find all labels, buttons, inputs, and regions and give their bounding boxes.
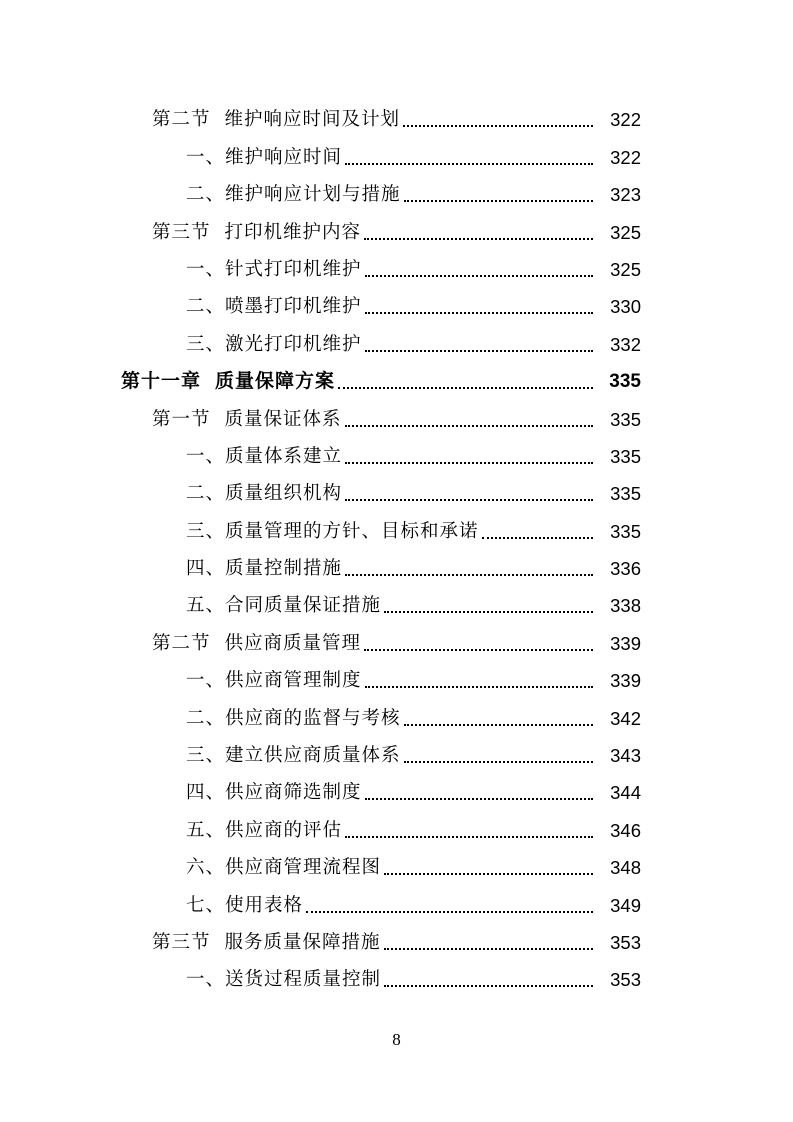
- toc-entry-label: 二、: [186, 483, 226, 505]
- toc-entry-label: 一、: [186, 258, 226, 280]
- toc-entry-section[interactable]: [0, 213, 793, 250]
- toc-entry-text: 喷墨打印机维护: [225, 296, 362, 318]
- dot-leader: [345, 462, 593, 464]
- toc-entry-title: [152, 405, 342, 431]
- toc-entry-page: 348: [610, 857, 641, 879]
- toc-entry-item[interactable]: [0, 475, 793, 512]
- toc-entry-title: [186, 517, 479, 543]
- toc-entry-text: 打印机维护内容: [224, 221, 362, 243]
- toc-entry-label: 第一节: [152, 408, 211, 430]
- toc-entry-text: 维护响应时间及计划: [224, 109, 401, 131]
- dot-leader: [365, 686, 593, 688]
- toc-entry-text: 送货过程质量控制: [225, 969, 382, 991]
- dot-leader: [365, 312, 593, 314]
- toc-entry-title: [186, 330, 362, 356]
- toc-entry-page: 339: [610, 670, 641, 692]
- toc-entry-section[interactable]: [0, 924, 793, 961]
- toc-entry-label: 七、: [186, 894, 226, 916]
- toc-entry-title: [186, 853, 381, 879]
- toc-entry-page: 330: [610, 296, 641, 318]
- toc-entry-label: 第三节: [152, 931, 211, 953]
- toc-entry-label: 四、: [186, 558, 226, 580]
- toc-entry-page: 332: [610, 333, 641, 355]
- toc-entry-text: 使用表格: [225, 894, 304, 916]
- toc-entry-title: [186, 591, 381, 617]
- dot-leader: [306, 911, 593, 913]
- toc-entry-page: 344: [610, 782, 641, 804]
- toc-entry-text: 合同质量保证措施: [225, 595, 382, 617]
- dot-leader: [364, 649, 593, 651]
- toc-entry-item[interactable]: [0, 138, 793, 175]
- toc-entry-item[interactable]: [0, 288, 793, 325]
- toc-entry-label: 第三节: [152, 221, 211, 243]
- toc-entry-item[interactable]: [0, 325, 793, 362]
- toc-entry-chapter[interactable]: [0, 363, 793, 400]
- dot-leader: [384, 611, 593, 613]
- toc-entry-page: 335: [610, 483, 641, 505]
- toc-entry-label: 四、: [186, 782, 226, 804]
- toc-entry-text: 供应商管理制度: [225, 670, 362, 692]
- toc-entry-text: 供应商筛选制度: [225, 782, 362, 804]
- toc-entry-text: 质量组织机构: [225, 483, 343, 505]
- toc-entry-label: 第十一章: [121, 370, 202, 393]
- toc-entry-title: [186, 741, 401, 767]
- toc-entry-title: [152, 105, 400, 131]
- toc-entry-item[interactable]: [0, 438, 793, 475]
- toc-entry-text: 供应商管理流程图: [225, 857, 382, 879]
- toc-entry-item[interactable]: [0, 737, 793, 774]
- toc-entry-title: [186, 704, 401, 730]
- dot-leader: [338, 387, 593, 389]
- toc-entry-page: 338: [610, 595, 641, 617]
- dot-leader: [365, 798, 593, 800]
- dot-leader: [345, 425, 593, 427]
- toc-entry-item[interactable]: [0, 550, 793, 587]
- toc-entry-text: 质量体系建立: [225, 445, 343, 467]
- toc-entry-section[interactable]: [0, 400, 793, 437]
- dot-leader: [404, 761, 593, 763]
- dot-leader: [384, 948, 593, 950]
- toc-entry-text: 维护响应计划与措施: [225, 184, 401, 206]
- toc-entry-section[interactable]: [0, 101, 793, 138]
- toc-entry-section[interactable]: [0, 624, 793, 661]
- toc-entry-text: 建立供应商质量体系: [225, 745, 401, 767]
- toc-entry-text: 服务质量保障措施: [224, 931, 381, 953]
- toc-entry-page: 342: [610, 707, 641, 729]
- toc-entry-page: 335: [609, 371, 641, 393]
- toc-entry-title: [186, 143, 342, 169]
- toc-entry-page: 322: [610, 109, 641, 131]
- dot-leader: [345, 499, 593, 501]
- toc-entry-text: 质量保障方案: [215, 370, 336, 393]
- toc-entry-page: 343: [610, 745, 641, 767]
- dot-leader: [384, 873, 593, 875]
- toc-entry-page: 335: [610, 408, 641, 430]
- toc-entry-title: [152, 218, 361, 244]
- toc-entry-label: 三、: [186, 333, 226, 355]
- dot-leader: [365, 275, 593, 277]
- toc-entry-page: 335: [610, 445, 641, 467]
- toc-entry-title: [186, 479, 342, 505]
- dot-leader: [403, 125, 593, 127]
- toc-entry-page: 335: [610, 520, 641, 542]
- toc-entry-label: 第二节: [152, 632, 211, 654]
- toc-entry-page: 325: [610, 221, 641, 243]
- toc-entry-title: [186, 180, 401, 206]
- dot-leader: [345, 574, 593, 576]
- toc-entry-text: 针式打印机维护: [225, 258, 362, 280]
- toc-entry-page: 346: [610, 819, 641, 841]
- toc-entry-text: 维护响应时间: [225, 146, 343, 168]
- toc-entry-title: [186, 816, 342, 842]
- toc-entry-label: 三、: [186, 745, 226, 767]
- toc-entry-page: 322: [610, 146, 641, 168]
- toc-entry-label: 二、: [186, 296, 226, 318]
- toc-entry-text: 质量管理的方针、目标和承诺: [225, 520, 479, 542]
- dot-leader: [404, 724, 593, 726]
- dot-leader: [345, 836, 593, 838]
- toc-entry-label: 一、: [186, 445, 226, 467]
- toc-entry-label: 二、: [186, 707, 226, 729]
- toc-entry-page: 323: [610, 184, 641, 206]
- toc-entry-title: [186, 666, 362, 692]
- toc-entry-page: 339: [610, 632, 641, 654]
- toc-entry-text: 供应商的监督与考核: [225, 707, 401, 729]
- toc-entry-label: 一、: [186, 969, 226, 991]
- toc-entry-label: 一、: [186, 670, 226, 692]
- toc-entry-item[interactable]: [0, 251, 793, 288]
- toc-entry-title: [121, 366, 335, 393]
- toc-entry-item[interactable]: [0, 512, 793, 549]
- toc-entry-item[interactable]: [0, 662, 793, 699]
- toc-entry-label: 第二节: [152, 109, 211, 131]
- toc-entry-title: [186, 965, 381, 991]
- toc-entry-item[interactable]: [0, 176, 793, 213]
- toc-entry-page: 349: [610, 894, 641, 916]
- toc-entry-page: 353: [610, 969, 641, 991]
- toc-entry-label: 三、: [186, 520, 226, 542]
- toc-entry-title: [186, 292, 362, 318]
- toc-entry-label: 六、: [186, 857, 226, 879]
- toc-entry-label: 五、: [186, 819, 226, 841]
- dot-leader: [345, 163, 593, 165]
- dot-leader: [384, 985, 593, 987]
- toc-entry-title: [186, 442, 342, 468]
- dot-leader: [364, 238, 593, 240]
- toc-entry-title: [186, 554, 342, 580]
- page-number: 8: [392, 1030, 401, 1049]
- toc-entry-page: 336: [610, 558, 641, 580]
- toc-entry-text: 供应商的评估: [225, 819, 343, 841]
- dot-leader: [482, 537, 593, 539]
- toc-entry-item[interactable]: [0, 699, 793, 736]
- toc-entry-title: [152, 928, 381, 954]
- dot-leader: [365, 350, 593, 352]
- toc-entry-item[interactable]: [0, 886, 793, 923]
- toc-entry-text: 质量保证体系: [224, 408, 342, 430]
- toc-entry-text: 供应商质量管理: [224, 632, 362, 654]
- toc-entry-item[interactable]: [0, 811, 793, 848]
- toc-entry-title: [186, 891, 303, 917]
- toc-entry-label: 一、: [186, 146, 226, 168]
- toc-entry-item[interactable]: [0, 587, 793, 624]
- toc-entry-label: 二、: [186, 184, 226, 206]
- dot-leader: [404, 200, 593, 202]
- toc-entry-text: 质量控制措施: [225, 558, 343, 580]
- table-of-contents: [0, 101, 793, 998]
- toc-entry-title: [152, 629, 361, 655]
- toc-entry-page: 353: [610, 931, 641, 953]
- toc-entry-page: 325: [610, 258, 641, 280]
- toc-entry-item[interactable]: [0, 774, 793, 811]
- toc-entry-label: 五、: [186, 595, 226, 617]
- toc-entry-title: [186, 255, 362, 281]
- toc-entry-title: [186, 778, 362, 804]
- toc-entry-text: 激光打印机维护: [225, 333, 362, 355]
- toc-entry-item[interactable]: [0, 849, 793, 886]
- toc-entry-item[interactable]: [0, 961, 793, 998]
